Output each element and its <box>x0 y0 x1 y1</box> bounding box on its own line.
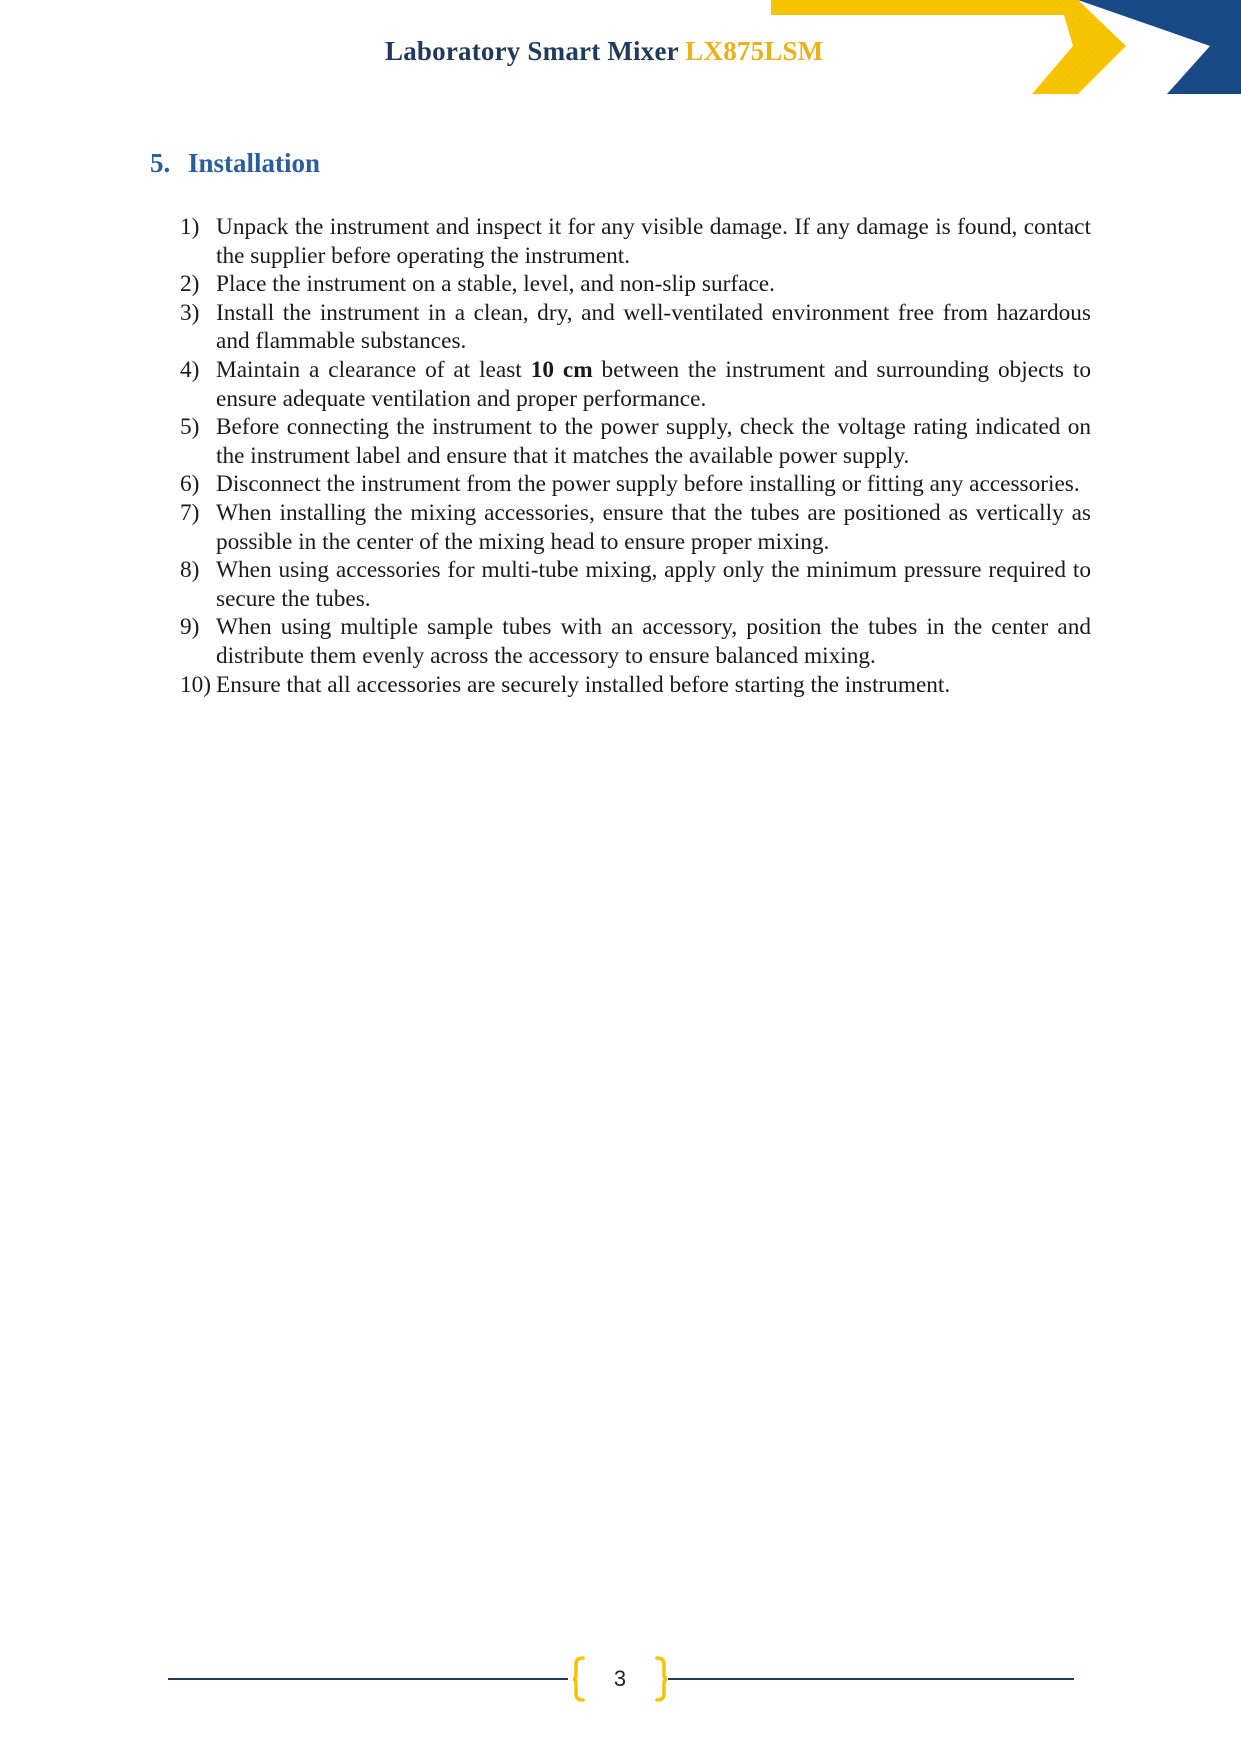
list-item-number: 3) <box>180 299 200 326</box>
list-item-text: When using accessories for multi-tube mixing, apply only the minimum pressure required to secure the tubes. <box>216 557 1091 612</box>
list-item-text: Install the instrument in a clean, dry, and well-ventilated environment free from hazardous and flammable substances. <box>216 299 1091 355</box>
list-item-number: 10) <box>180 671 212 698</box>
document-header-title <box>385 36 823 67</box>
section-title: Installation <box>188 148 321 178</box>
list-item <box>180 270 1091 299</box>
list-item-text: Place the instrument on a stable, level, and non-slip surface. <box>216 271 775 298</box>
list-item-number: 6) <box>180 471 200 498</box>
list-item <box>180 613 1091 670</box>
list-item-number: 5) <box>180 414 200 441</box>
list-item-number: 4) <box>180 356 200 383</box>
list-item-number: 8) <box>180 557 200 584</box>
section-number: 5. <box>150 148 171 178</box>
list-item-text: When using multiple sample tubes with an accessory, position the tubes in the center and distribute them evenly across the accessory to ensure balanced mixing. <box>216 614 1091 669</box>
list-item-number: 1) <box>180 214 200 240</box>
list-item-text: Unpack the instrument and inspect it for any visible damage. If any damage is found, contact the supplier before operating the instrument. <box>216 214 1091 269</box>
footer-left-bracket-icon <box>572 1656 586 1702</box>
list-item-text: Disconnect the instrument from the power supply before installing or fitting any accessories. <box>216 471 1080 498</box>
list-item-number: 2) <box>180 271 200 298</box>
footer-divider-left <box>168 1678 568 1680</box>
list-item <box>180 671 1091 700</box>
page-number: 3 <box>613 1666 627 1691</box>
clearance-value: 10 cm <box>530 356 593 383</box>
list-item-text: When installing the mixing accessories, ensure that the tubes are positioned as vertically as possible in the center of the mixing head to ensure proper mixing. <box>216 499 1091 555</box>
list-item-text: Ensure that all accessories are securely installed before starting the instrument. <box>216 671 951 698</box>
list-item <box>180 499 1091 556</box>
header-product-name: Laboratory Smart Mixer <box>385 36 679 66</box>
list-item <box>180 556 1091 613</box>
list-item <box>180 213 1091 270</box>
list-item <box>180 470 1091 499</box>
footer-right-bracket-icon <box>654 1656 668 1702</box>
list-item-text-before: Maintain a clearance of at least <box>216 356 531 383</box>
list-item <box>180 413 1091 470</box>
list-item <box>180 356 1091 413</box>
list-item-text-after: between the instrument and surrounding objects to ensure adequate ventilation and proper performance. <box>216 356 1091 412</box>
list-item <box>180 299 1091 356</box>
list-item-text: Before connecting the instrument to the power supply, check the voltage rating indicated on the instrument label and ensure that it matches the available power supply. <box>216 414 1091 469</box>
list-item-number: 9) <box>180 614 200 641</box>
header-chevron-graphic <box>771 0 1241 96</box>
section-heading <box>150 148 320 179</box>
installation-steps-list <box>180 213 1091 699</box>
footer-divider-right <box>668 1678 1074 1680</box>
header-model-number: LX875LSM <box>685 36 824 66</box>
list-item-number: 7) <box>180 499 200 526</box>
